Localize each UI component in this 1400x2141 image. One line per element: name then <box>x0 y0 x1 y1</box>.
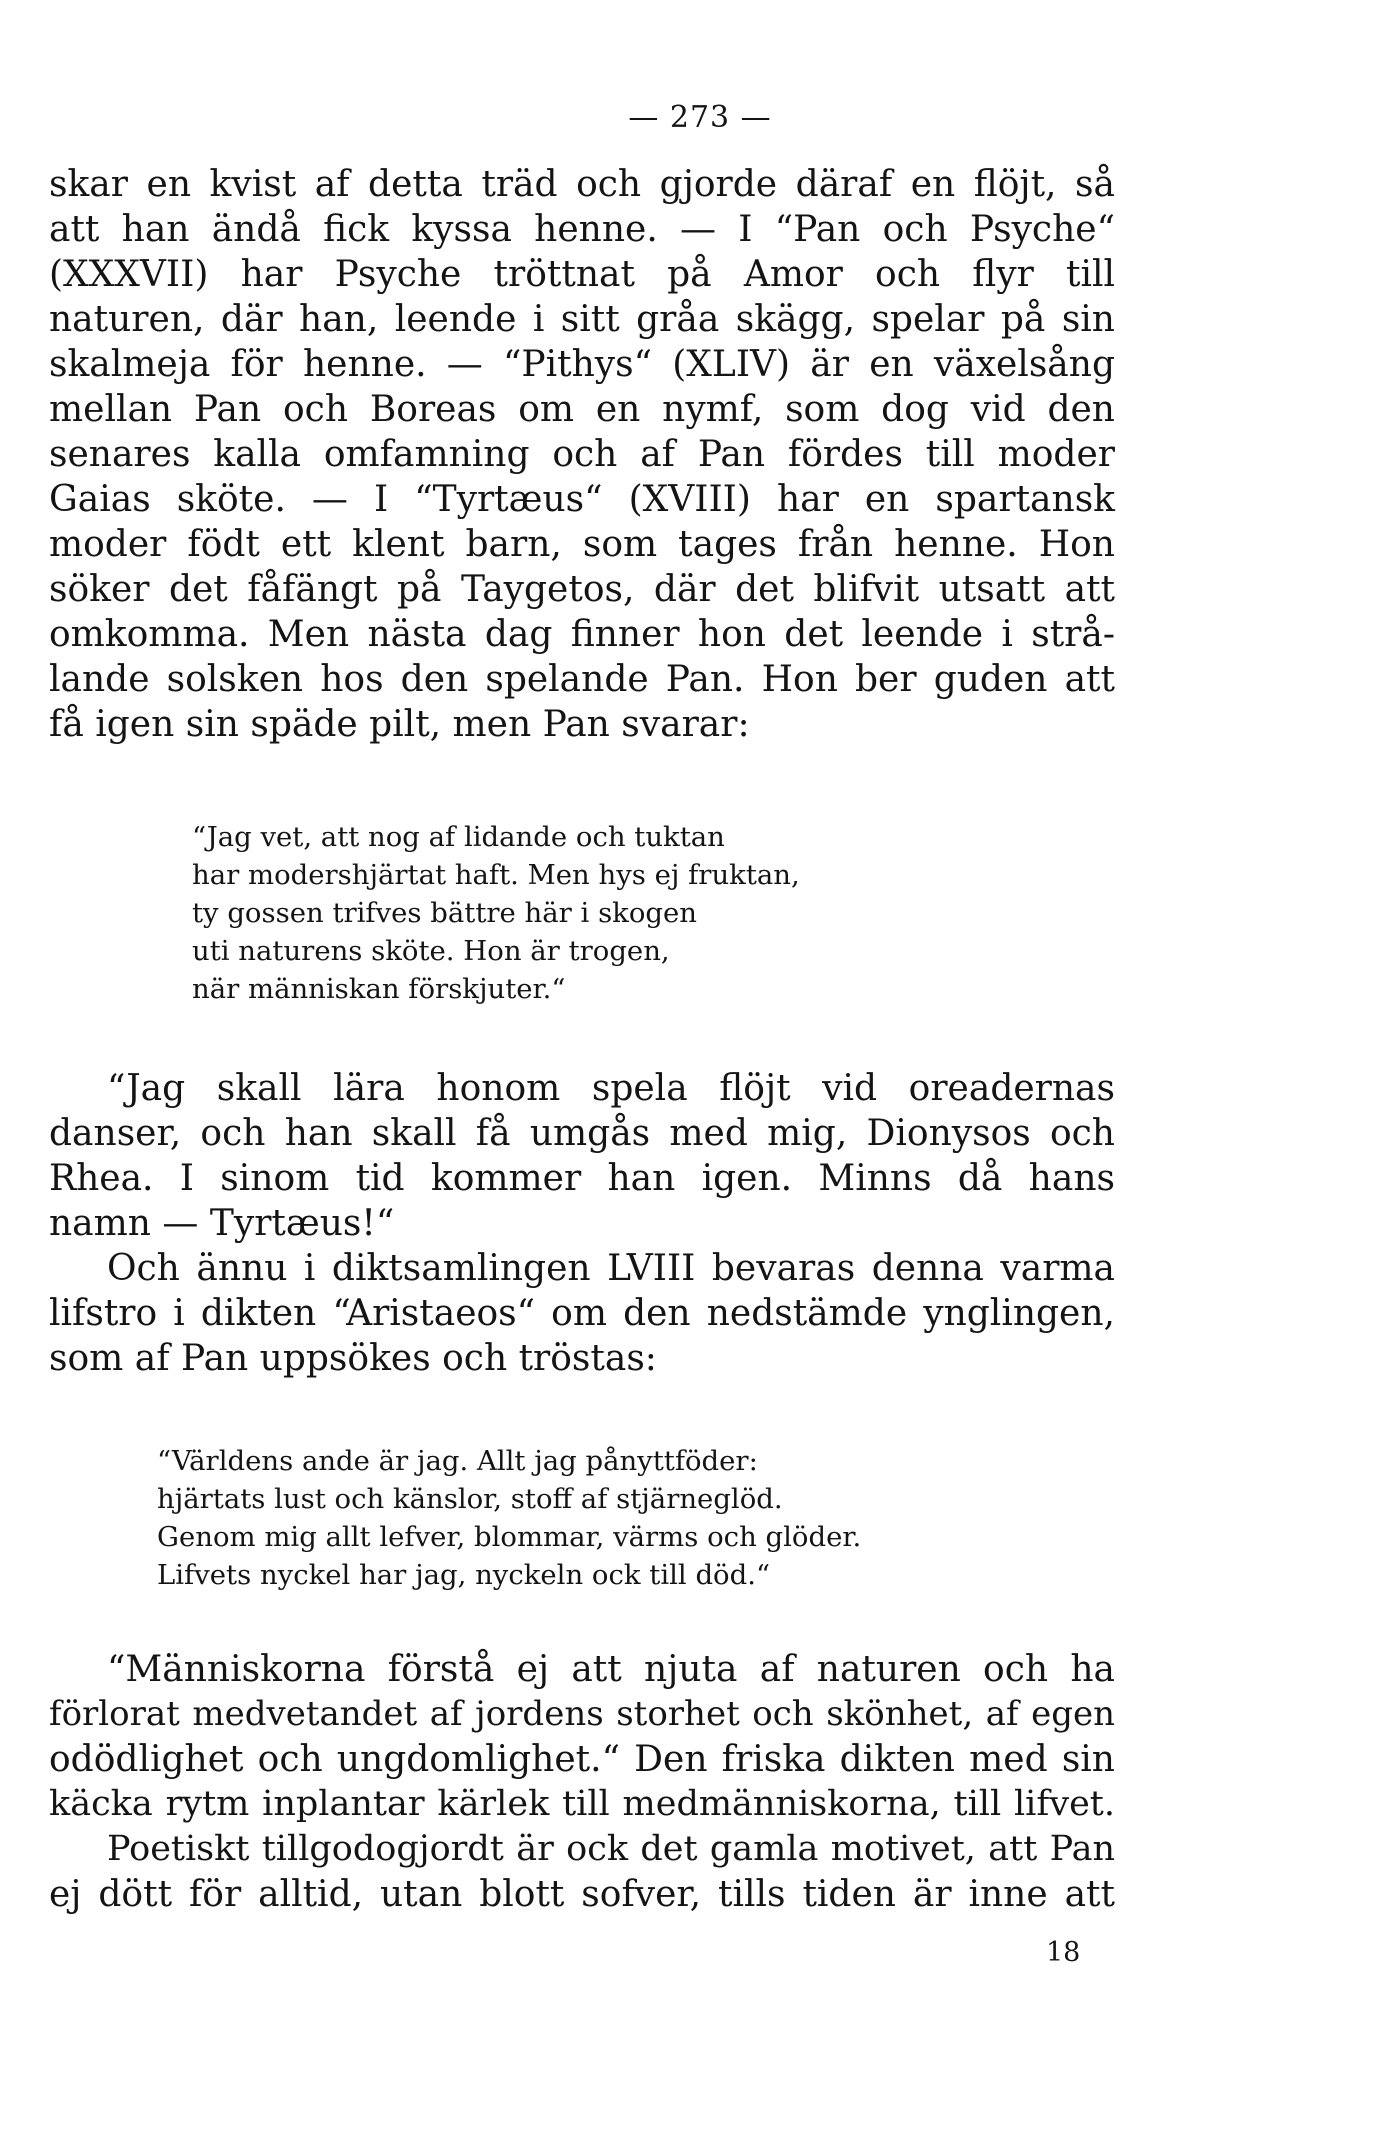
poem-line: när människan förskjuter.“ <box>192 973 566 1005</box>
paragraph-2 <box>49 1066 1115 1381</box>
text-line: söker det fåfängt på Taygetos, där det blifvit utsatt att <box>49 569 1115 610</box>
text-line: moder födt ett klent barn, som tages från henne. Hon <box>49 524 1115 565</box>
text-line: namn — Tyrtæus!“ <box>49 1203 395 1244</box>
paragraph-1 <box>49 162 1115 747</box>
text-line: omkomma. Men nästa dag finner hon det leende i strå- <box>49 614 1115 655</box>
text-line: senares kalla omfamning och af Pan fördes till moder <box>49 434 1115 475</box>
text-line: naturen, där han, leende i sitt gråa skägg, spelar på sin <box>49 299 1115 340</box>
paragraph-3 <box>49 1647 1115 1917</box>
poem-line: hjärtats lust och känslor, stoff af stjärneglöd. <box>157 1483 783 1515</box>
text-line: Gaias sköte. — I “Tyrtæus“ (XVIII) har en spartansk <box>49 479 1115 520</box>
poem-line: uti naturens sköte. Hon är trogen, <box>192 935 670 967</box>
text-line: (XXXVII) har Psyche tröttnat på Amor och flyr till <box>49 254 1115 295</box>
text-line: “Människorna förstå ej att njuta af naturen och ha <box>107 1649 1115 1690</box>
poem-line: “Jag vet, att nog af lidande och tuktan <box>192 821 725 853</box>
text-line: “Jag skall lära honom spela flöjt vid oreadernas <box>107 1068 1115 1109</box>
text-line: lande solsken hos den spelande Pan. Hon ber guden att <box>49 659 1115 700</box>
text-line: käcka rytm inplantar kärlek till medmänniskorna, till lifvet. <box>49 1784 1115 1824</box>
poem-quote-1 <box>192 818 1092 1008</box>
text-line: som af Pan uppsökes och tröstas: <box>49 1338 657 1379</box>
printer-signature: 18 <box>1046 1937 1081 1968</box>
poem-line: Lifvets nyckel har jag, nyckeln ock till död.“ <box>157 1559 771 1591</box>
poem-quote-2 <box>157 1442 1057 1594</box>
text-line: odödlighet och ungdomlighet.“ Den friska dikten med sin <box>49 1739 1115 1780</box>
text-line: danser, och han skall få umgås med mig, Dionysos och <box>49 1113 1115 1154</box>
page-number: — 273 — <box>628 100 772 135</box>
text-line: att han ändå fick kyssa henne. — I “Pan och Psyche“ <box>49 209 1115 250</box>
text-line: Poetiskt tillgodogjordt är ock det gamla motivet, att Pan <box>107 1829 1115 1869</box>
text-line: ej dött för alltid, utan blott sofver, tills tiden är inne att <box>49 1874 1115 1915</box>
text-line: Och ännu i diktsamlingen LVIII bevaras denna varma <box>107 1248 1115 1289</box>
text-line: skar en kvist af detta träd och gjorde däraf en flöjt, så <box>49 164 1115 205</box>
text-line: skalmeja för henne. — “Pithys“ (XLIV) är en växelsång <box>49 344 1115 385</box>
text-line: mellan Pan och Boreas om en nymf, som dog vid den <box>49 389 1115 430</box>
text-line: lifstro i dikten “Aristaeos“ om den nedstämde ynglingen, <box>49 1293 1115 1334</box>
text-line: förlorat medvetandet af jordens storhet och skönhet, af egen <box>49 1694 1115 1734</box>
text-line: Rhea. I sinom tid kommer han igen. Minns då hans <box>49 1158 1115 1199</box>
poem-line: ty gossen trifves bättre här i skogen <box>192 897 697 929</box>
text-line: få igen sin späde pilt, men Pan svarar: <box>49 704 750 745</box>
poem-line: har modershjärtat haft. Men hys ej fruktan, <box>192 859 800 891</box>
poem-line: “Världens ande är jag. Allt jag pånyttföder: <box>157 1445 758 1477</box>
poem-line: Genom mig allt lefver, blommar, värms och glöder. <box>157 1521 862 1553</box>
